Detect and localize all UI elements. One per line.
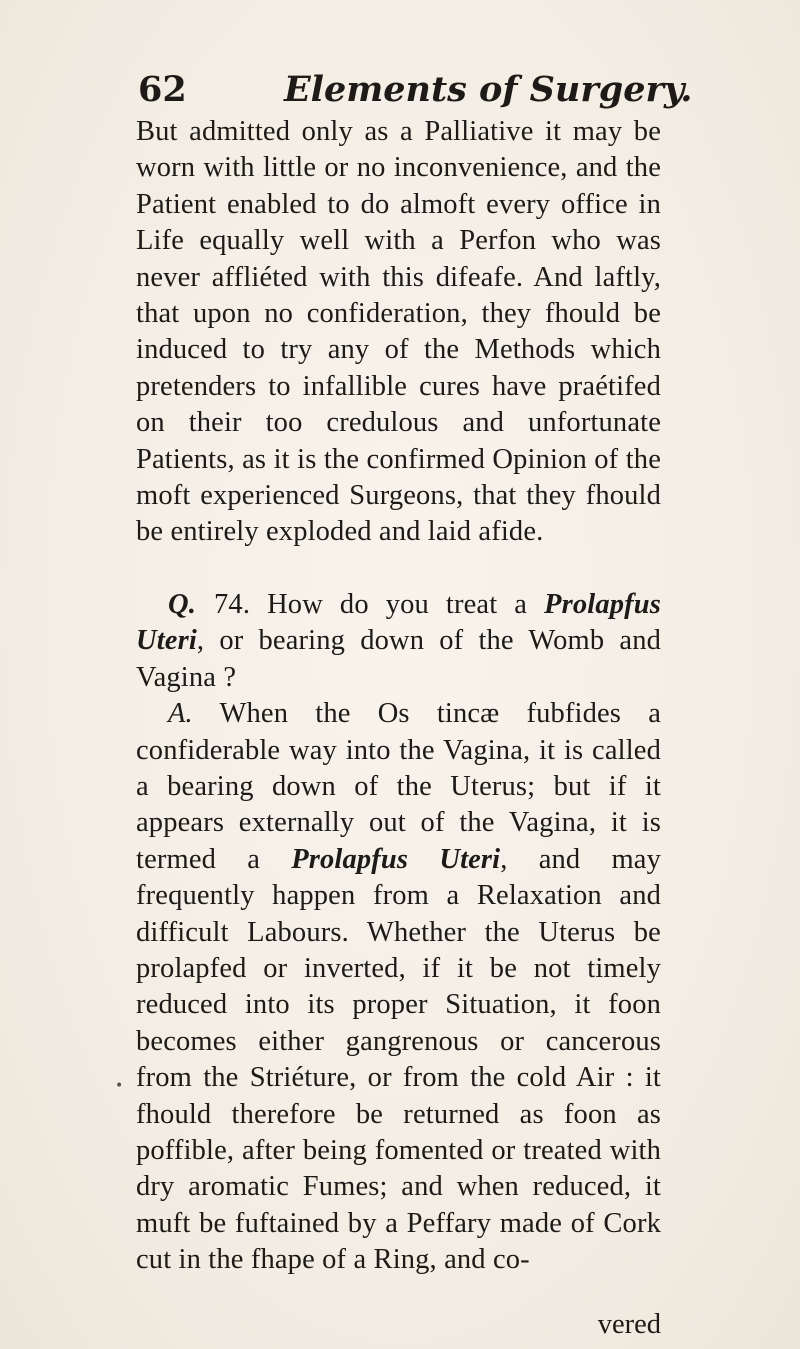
paragraph-spacer — [136, 551, 661, 587]
question-paragraph — [136, 587, 661, 696]
answer-paragraph — [136, 696, 661, 1279]
page-number: 62 — [138, 69, 187, 110]
question-number: 74. — [214, 588, 251, 620]
margin-speck: • — [115, 1078, 124, 1094]
catchword: vered — [597, 1309, 661, 1340]
question-marker: Q. — [168, 588, 197, 620]
question-text-before: How do you treat a — [267, 588, 528, 620]
paragraph-palliative: But admitted only as a Palliative it may be worn with little or no inconvenience, and the Patient enabled to do almoft every office in Life equally well with a Perfon who was never affliéted with this difeafe. And laftly, that upon no confideration, they fhould be induced to try any of the Methods which pretenders to infallible cures have praétifed on their too credulous and unfortunate Patients, as it is the confirmed Opinion of the moft experienced Surgeons, that they fhould be entirely exploded and laid afide. — [136, 116, 661, 548]
page-header — [138, 66, 693, 114]
body-text — [136, 114, 661, 1279]
answer-marker: A. — [168, 698, 193, 730]
answer-term: Prolapfus Uteri — [291, 843, 501, 875]
question-term: Prolapfus Uteri — [136, 588, 661, 657]
answer-text-after: , and may frequently happen from a Relaxation and difficult Labours. Whether the Uterus be prolapfed or inverted, if it be not timely reduced into its proper Situation, it foon becomes either gangrenous or cancerous from the Striéture, or from the cold Air : it fhould therefore be returned as foon as poffible, after being fomented or treated with dry aromatic Fumes; and when reduced, it muft be fuftained by a Peffary made of Cork cut in the fhape of a Ring, and co- — [136, 843, 661, 1276]
answer-text-before: When the Os tincæ fubfides a confiderable way into the Vagina, it is called a bearing down of the Uterus; but if it appears externally out of the Vagina, it is termed a — [136, 698, 661, 875]
running-title: Elements of Surgery. — [284, 69, 693, 110]
question-text-after: , or bearing down of the Womb and Vagina ? — [136, 625, 661, 693]
